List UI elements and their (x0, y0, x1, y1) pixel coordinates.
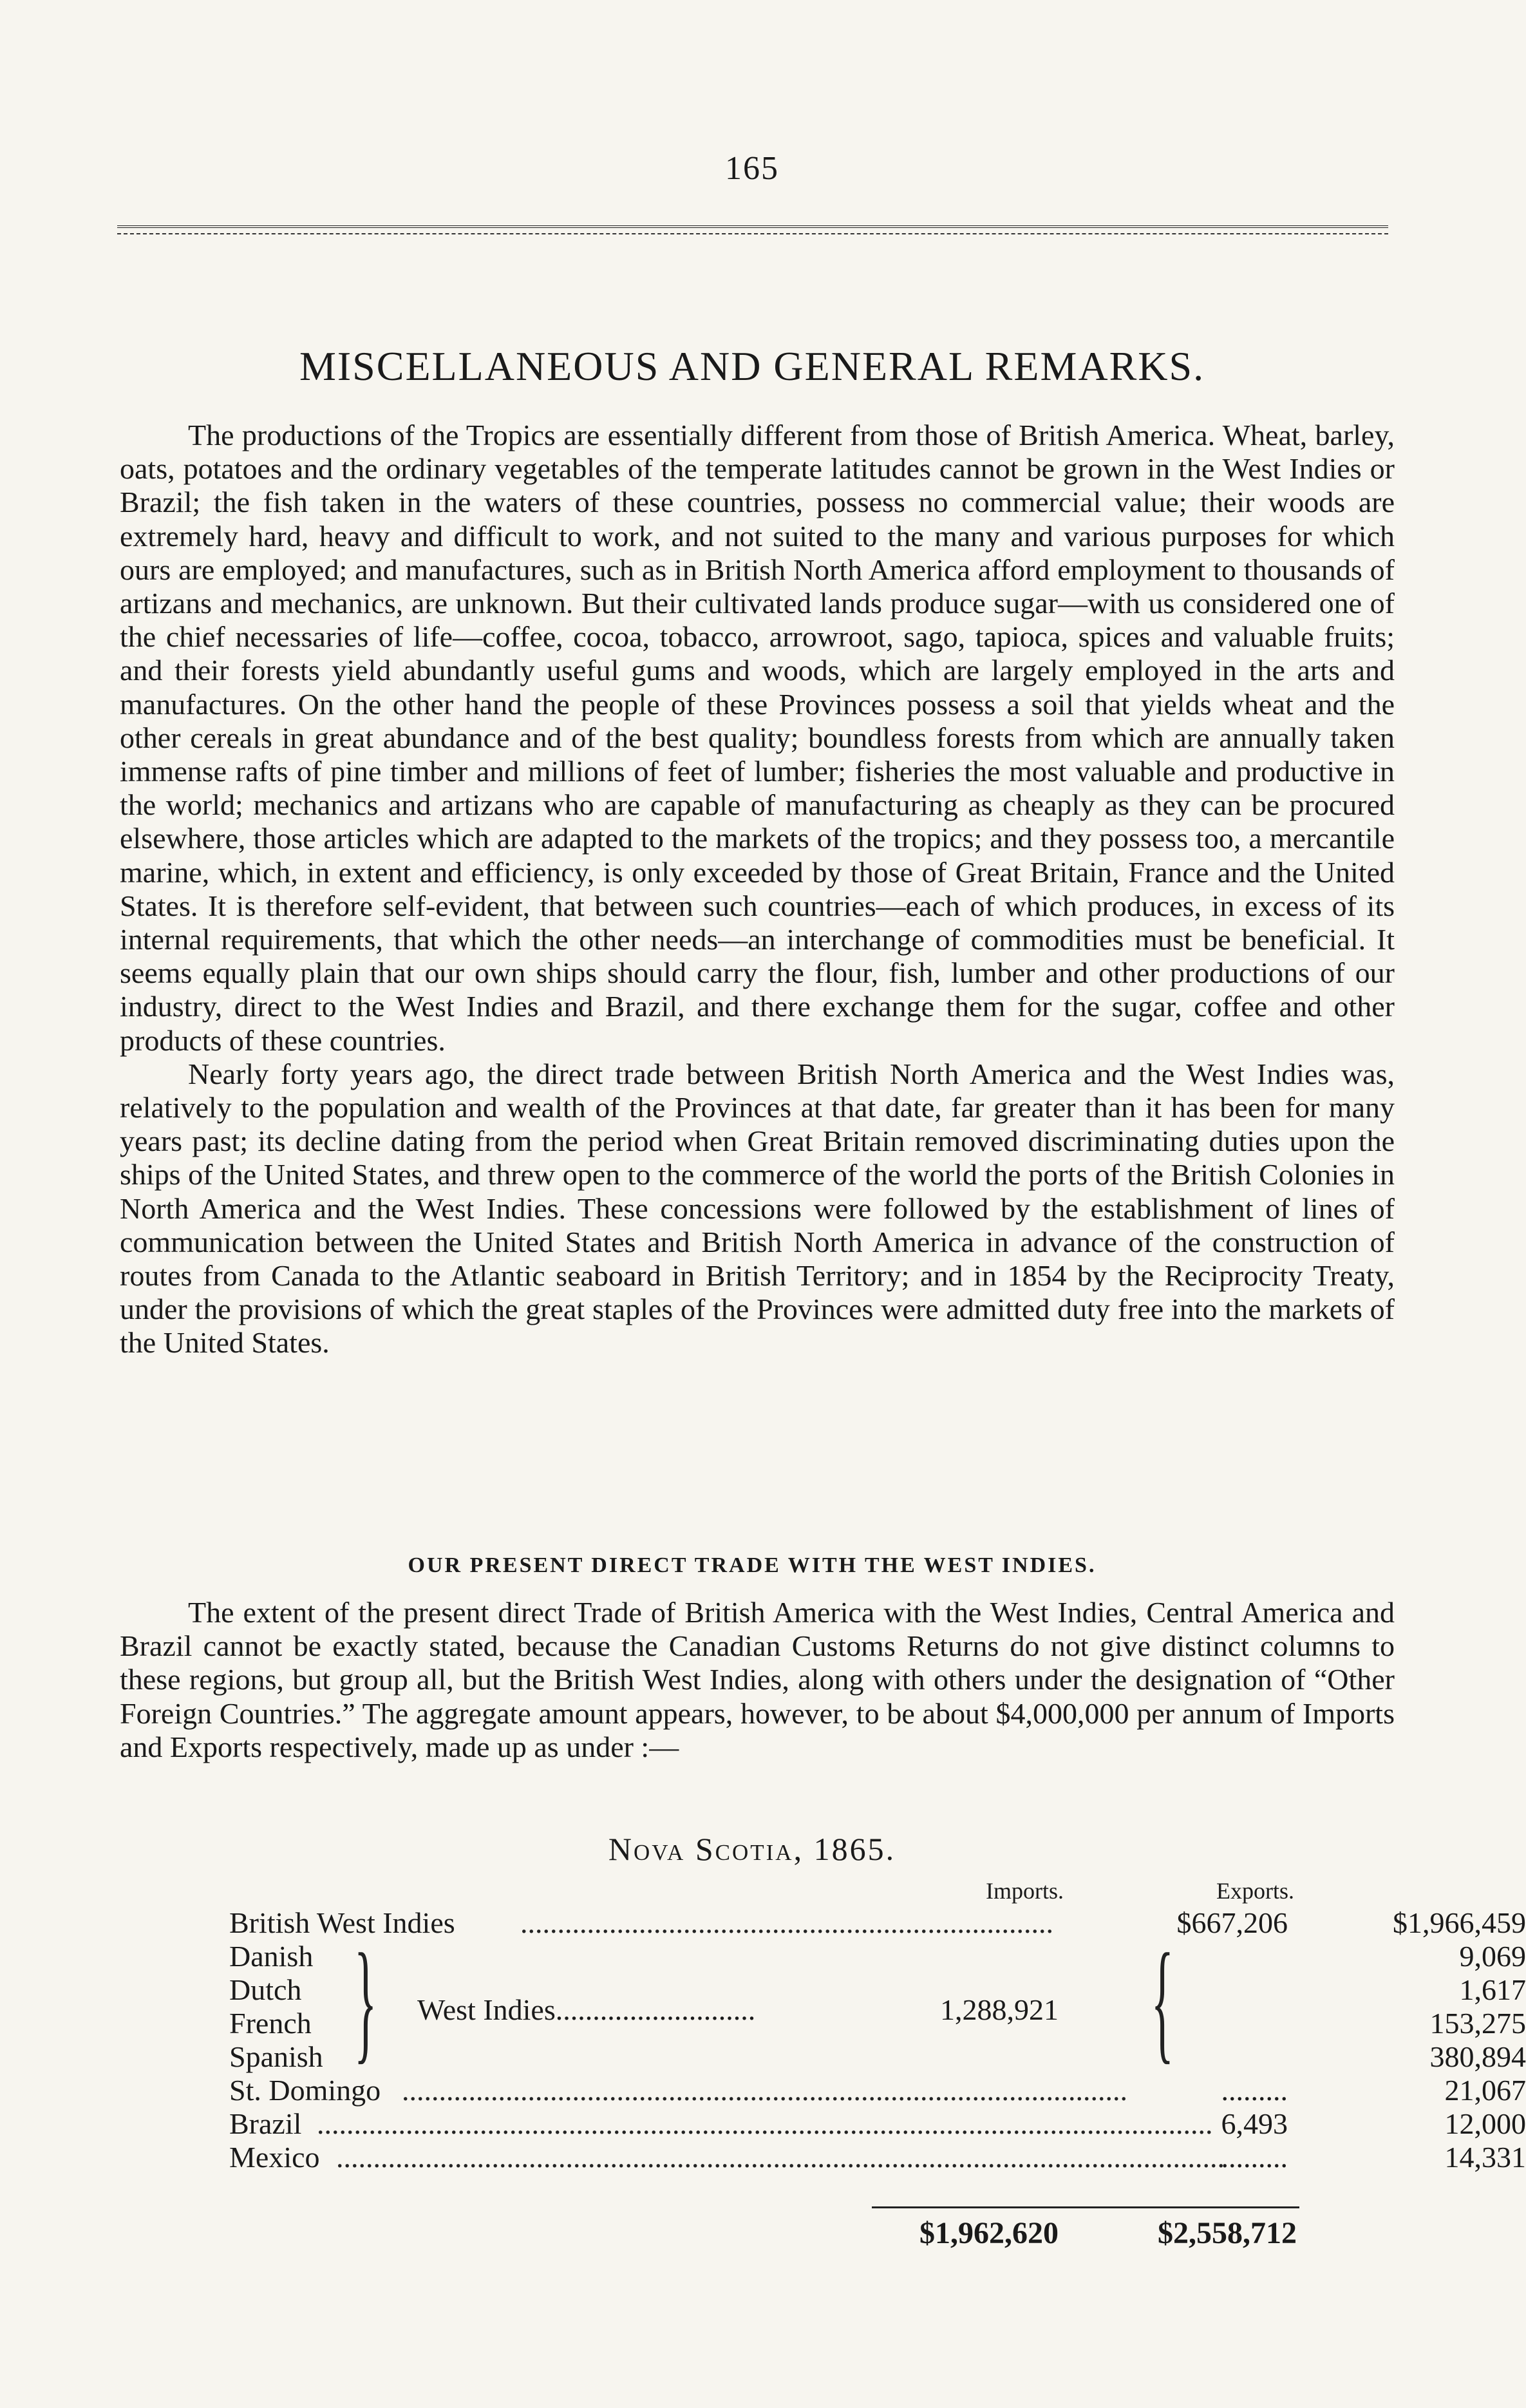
row-label: Mexico (229, 2141, 320, 2174)
leader-dots: ........................... (555, 1993, 756, 2026)
row-label: Danish (229, 1940, 314, 1973)
section-title: MISCELLANEOUS AND GENERAL REMARKS. (299, 343, 1205, 389)
table-row (229, 2107, 1526, 2141)
total-rule (872, 2206, 1299, 2208)
table-title (0, 1830, 1504, 1868)
leader-dots: ........................................................................ (520, 1906, 1053, 1939)
table-title-year: 1865. (813, 1831, 896, 1867)
paragraph: The productions of the Tropics are essentially different from those of British America. Wheat, barley, oats, potatoes and the ordinary vegetables of the temperate latitudes cannot be grown in the West Indies or Brazil; the fish taken in the waters of these countries, possess no commercial value; their woods are extremely hard, heavy and difficult to work, and not suited to the many and various purposes for which ours are employed; and manufactures, such as in British North America afford employment to thousands of artizans and mechanics, are unknown. But their cultivated lands produce sugar—with us considered one of the chief necessaries of life—coffee, cocoa, tobacco, arrowroot, sago, tapioca, spices and valuable fruits; and their forests yield abundantly useful gums and woods, which are largely employed in the arts and manufactures. On the other hand the people of these Provinces possess a soil that yields wheat and the other cereals in great abundance and of the best quality; boundless forests from which are annually taken immense rafts of pine timber and millions of feet of lumber; fisheries the most valuable and productive in the world; mechanics and artizans who are capable of manufacturing as cheaply as they can be procured elsewhere, those articles which are adapted to the markets of the tropics; and they possess too, a mercantile marine, which, in extent and efficiency, is only exceeded by those of Great Britain, France and the United States. It is therefore self-evident, that between such countries—each of which produces, in excess of its internal requirements, that which the other needs—an interchange of commodities must be beneficial. It seems equally plain that our own ships should carry the flour, fish, lumber and other productions of our industry, direct to the West Indies and Brazil, and there exchange them for the sugar, coffee and other products of these countries. (120, 419, 1395, 1057)
exports-header: Exports. (1216, 1878, 1294, 1904)
exports-value: 153,275 (1429, 2007, 1526, 2040)
total-exports: $2,558,712 (1158, 2216, 1297, 2250)
page-number: 165 (725, 150, 779, 187)
left-brace: } (354, 1926, 377, 2076)
exports-value: $1,966,459 (1393, 1906, 1526, 1939)
exports-value: 14,331 (1444, 2141, 1526, 2174)
trade-text (120, 1596, 1395, 1764)
group-label-text: West Indies (417, 1993, 556, 2026)
leader-dots: .................................................................................................. (402, 2074, 1127, 2107)
header-rule (117, 225, 1388, 228)
paragraph: Nearly forty years ago, the direct trade between British North America and the West Indies was, relatively to the population and wealth of the Provinces at that date, far greater than it has been for many years past; its decline dating from the period when Great Britain removed discriminating duties upon the ships of the United States, and threw open to the commerce of the world the ports of the British Colonies in North America and the West Indies. These concessions were followed by the establishment of lines of communication between the United States and British North America in advance of the construction of routes from Canada to the Atlantic seaboard in British Territory; and in 1854 by the Reciprocity Treaty, under the provisions of which the great staples of the Provinces were admitted duty free into the markets of the United States. (120, 1057, 1395, 1360)
row-label: British West Indies (229, 1906, 455, 1939)
intro-text (120, 419, 1395, 1360)
table-row (229, 1940, 1526, 1973)
group-label (417, 1993, 755, 2027)
table-row (229, 2141, 1526, 2174)
row-label: Dutch (229, 1973, 302, 2006)
exports-value: 12,000 (1444, 2107, 1526, 2140)
imports-value: ......... (1221, 2141, 1288, 2174)
imports-header: Imports. (986, 1878, 1064, 1904)
header-rule-dashed (117, 233, 1388, 234)
total-imports: $1,962,620 (919, 2216, 1059, 2250)
leader-dots: ......................................................................................................................... (317, 2107, 1213, 2140)
exports-value: 9,069 (1459, 1940, 1526, 1973)
table-title-place: Nova Scotia, (608, 1831, 804, 1867)
table-row (229, 2074, 1526, 2107)
exports-value: 21,067 (1444, 2074, 1526, 2107)
imports-value: ......... (1221, 2074, 1288, 2107)
leader-dots: ........................................................................................................................ (336, 2141, 1225, 2174)
group-imports-value: 1,288,921 (940, 1993, 1059, 2026)
paragraph: The extent of the present direct Trade of British America with the West Indies, Central America and Brazil cannot be exactly stated, because the Canadian Customs Returns do not give distinct columns to these regions, but group all, but the British West Indies, along with others under the designation of “Other Foreign Countries.” The aggregate amount appears, however, to be about $4,000,000 per annum of Imports and Exports respectively, made up as under :— (120, 1596, 1395, 1763)
exports-value: 380,894 (1429, 2040, 1526, 2073)
subheading: OUR PRESENT DIRECT TRADE WITH THE WEST INDIES. (408, 1553, 1097, 1577)
table-row (229, 1906, 1526, 1940)
right-brace: } (1151, 1926, 1174, 2076)
imports-value: $667,206 (1176, 1906, 1288, 1939)
exports-value: 1,617 (1459, 1973, 1526, 2006)
table-row (229, 2040, 1526, 2074)
row-label: Spanish (229, 2040, 323, 2073)
row-label: St. Domingo (229, 2074, 381, 2107)
imports-value: 6,493 (1221, 2107, 1288, 2140)
row-label: Brazil (229, 2107, 302, 2140)
row-label: French (229, 2007, 312, 2040)
